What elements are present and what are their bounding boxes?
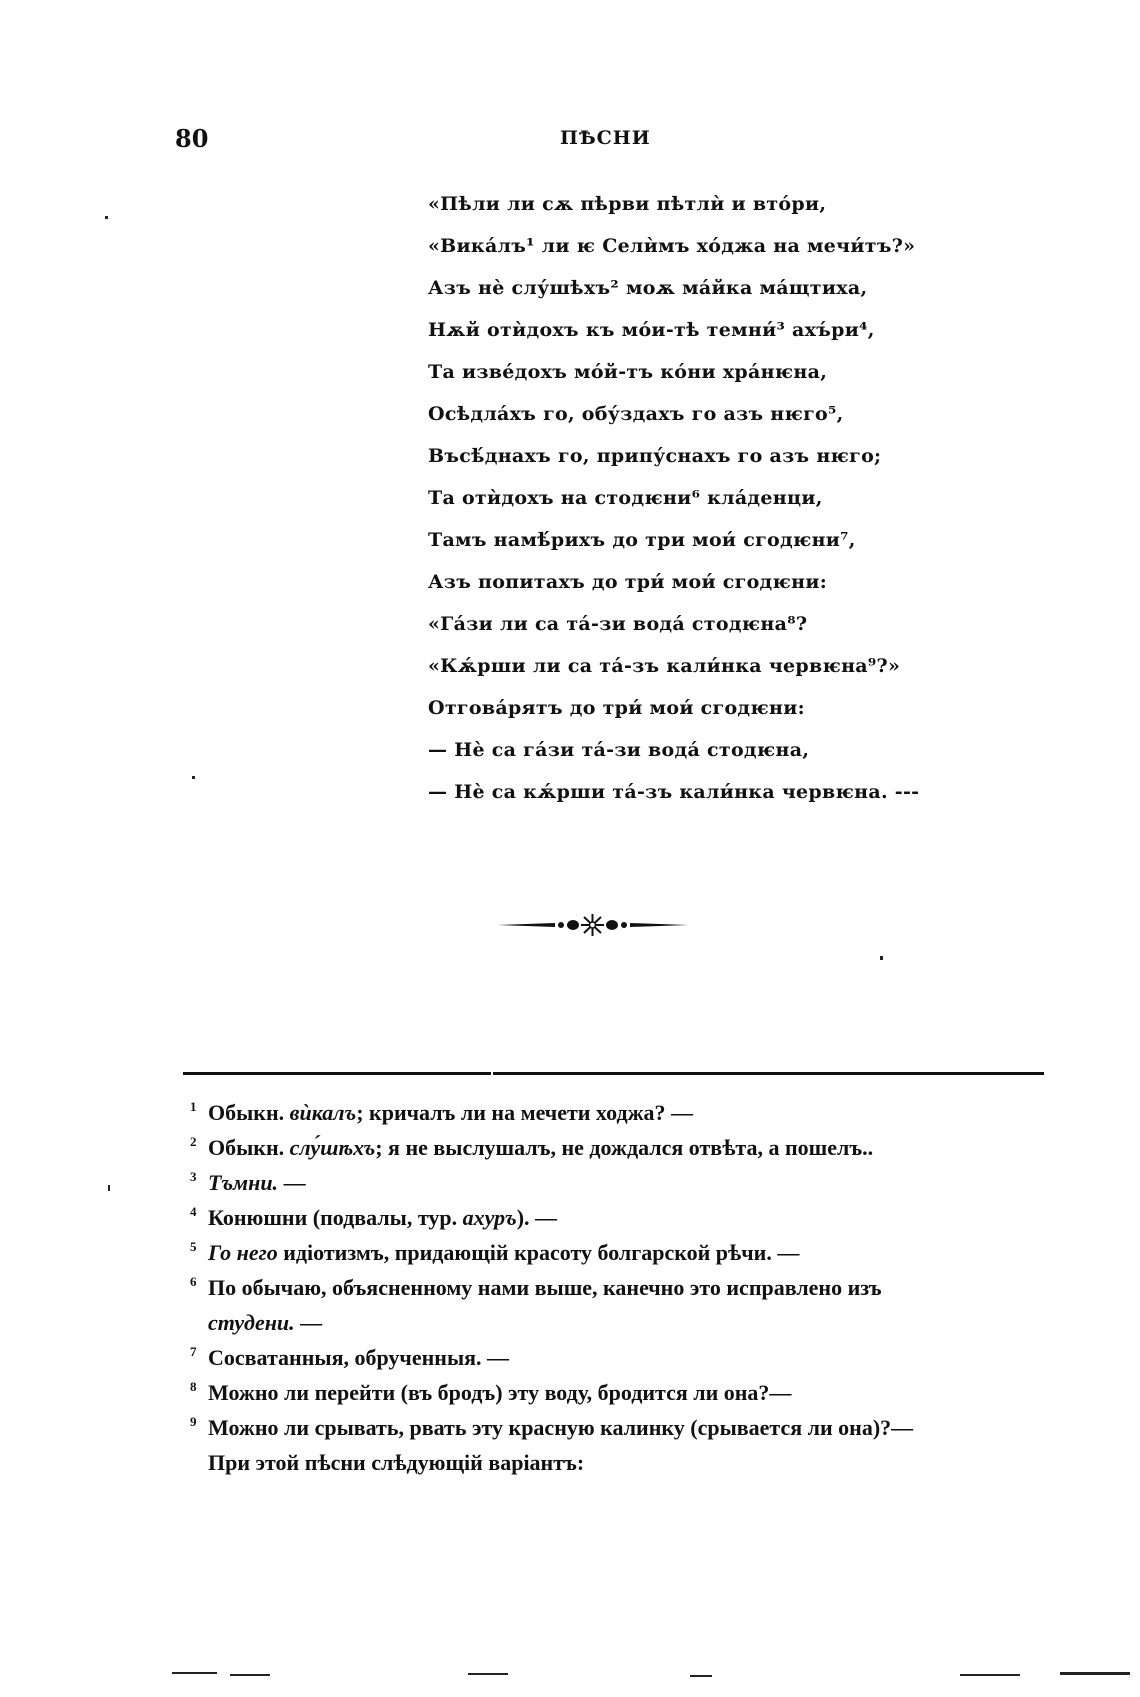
footnote (190, 1165, 1050, 1200)
verse-line: — Нѐ са га́зи та́-зи вода́ стодѥна, (428, 739, 810, 761)
verse-line: «Га́зи ли са та́-зи вода́ стодѥна⁸? (428, 613, 808, 635)
footnote-text: — (294, 1310, 323, 1335)
footnote-number: 6 (190, 1274, 197, 1289)
verse-line: «Пѣли ли сѫ пѣрви пѣтлѝ и вто́ри, (428, 193, 827, 215)
footnote-text: Можно ли срывать, рвать эту красную калинку (срывается ли она)?— (208, 1415, 914, 1440)
scan-speck (192, 776, 195, 779)
verse-line: Та изве́дохъ мо́й-тъ ко́ни хра́нѥна, (428, 361, 828, 383)
scan-speck (172, 1672, 217, 1674)
footnote-text: По обычаю, объясненному нами выше, канечно это исправлено изъ (208, 1275, 882, 1300)
footnote (190, 1235, 1050, 1270)
footnote-text: Обыкн. (208, 1100, 290, 1125)
footnote-rule (493, 1072, 1044, 1075)
running-title: ПѢСНИ (560, 127, 651, 149)
footnote-text: Обыкн. (208, 1135, 290, 1160)
scan-speck (108, 1185, 110, 1191)
verse-line: «Кѫ́рши ли са та́-зъ кали́нка червѥна⁹?» (428, 655, 901, 677)
footnote-term: студени. (208, 1310, 295, 1335)
footnote-term: вѝкалъ (289, 1100, 357, 1125)
verse-line: — Нѐ са кѫ́рши та́-зъ кали́нка червѥна. --- (428, 781, 920, 803)
song-verses (428, 183, 988, 813)
footnote (190, 1340, 1050, 1375)
footnote-term: Тъмни. (208, 1170, 279, 1195)
footnote-text: ; кричалъ ли на мечети ходжа? — (356, 1100, 694, 1125)
footnote-text: ). — (516, 1205, 558, 1230)
footnote-number: 9 (190, 1414, 197, 1429)
footnote-number: 7 (190, 1344, 197, 1359)
footnote-continuation (190, 1305, 1050, 1340)
page-header (0, 124, 1140, 154)
scan-speck (1060, 1672, 1130, 1675)
footnote-number: 8 (190, 1379, 197, 1394)
variant-note (190, 1445, 1050, 1480)
footnote-number: 4 (190, 1204, 197, 1219)
footnote (190, 1200, 1050, 1235)
verse-line: Та отѝдохъ на стодѥни⁶ кла́денци, (428, 487, 823, 509)
footnote (190, 1375, 1050, 1410)
verse-line: Нѫй отѝдохъ къ мо́и-тѣ темни́³ ахъ́ри⁴, (428, 319, 875, 341)
page-number: 80 (175, 124, 209, 153)
footnote-text: — (278, 1170, 306, 1195)
footnote-term: Го него (208, 1240, 278, 1265)
footnote-text: Можно ли перейти (въ бродъ) эту воду, бродится ли она?— (208, 1380, 792, 1405)
footnote (190, 1270, 1050, 1305)
footnote-text: идіотизмъ, придающій красоту болгарской рѣчи. — (277, 1240, 800, 1265)
footnote-text: При этой пѣсни слѣдующій варіантъ: (208, 1450, 585, 1475)
footnote-text: Конюшни (подвалы, тур. (208, 1205, 463, 1230)
ornament-divider-icon (495, 910, 690, 940)
footnote-term: ахуръ (462, 1205, 517, 1230)
footnote-text: Сосватанныя, обрученныя. — (208, 1345, 510, 1370)
footnote-text: ; я не выслушалъ, не дождался отвѣта, а пошелъ.. (375, 1135, 874, 1160)
footnote (190, 1095, 1050, 1130)
footnote-rule (183, 1072, 491, 1075)
verse-line: Отговáрятъ до три́ мои́ сгодѥни: (428, 697, 805, 719)
scan-speck (960, 1674, 1020, 1676)
verse-line: Осѣдла́хъ го, обу́здахъ го азъ нѥго⁵, (428, 403, 844, 425)
footnote-number: 5 (190, 1239, 197, 1254)
footnote-number: 3 (190, 1169, 197, 1184)
scan-speck (230, 1674, 270, 1676)
scan-speck (880, 956, 883, 960)
scan-speck (468, 1673, 508, 1675)
footnote-number: 1 (190, 1099, 197, 1114)
footnote (190, 1130, 1050, 1165)
footnote-term: слу́шѣхъ (289, 1135, 376, 1160)
footnote-number: 2 (190, 1134, 197, 1149)
scan-speck (690, 1675, 712, 1677)
footnotes (190, 1095, 1050, 1480)
footnote (190, 1410, 1050, 1445)
verse-line: Азъ нѐ слу́шѣхъ² моѫ ма́йка ма́щтиха, (428, 277, 868, 299)
verse-line: Въсѣ́днахъ го, припу́снахъ го азъ нѥго; (428, 445, 882, 467)
verse-line: «Викáлъ¹ ли ѥ Селѝмъ хо́джа на мечи́тъ?» (428, 235, 916, 257)
verse-line: Азъ попитахъ до три́ мои́ сгодѥни: (428, 571, 828, 593)
verse-line: Тамъ намѣ́рихъ до три мои́ сгодѥни⁷, (428, 529, 856, 551)
scan-speck (105, 216, 108, 219)
